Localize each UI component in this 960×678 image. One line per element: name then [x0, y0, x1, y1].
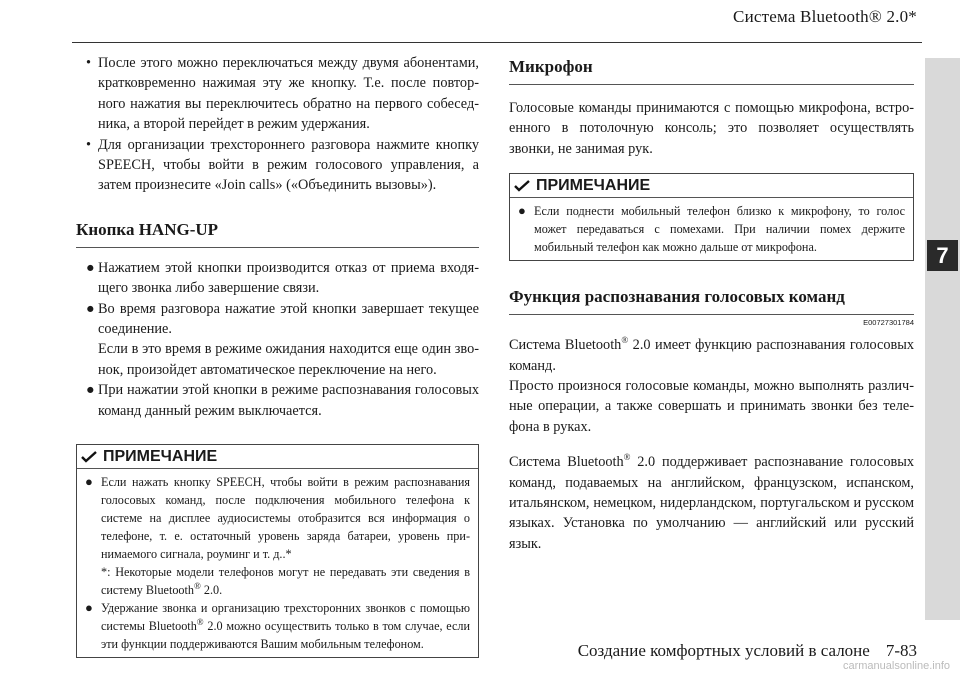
note-footnote: *: Некоторые модели телефонов могут не передавать эти сведения в систему Bluetooth® 2.0.: [101, 565, 470, 598]
checkmark-icon: [514, 180, 530, 192]
note-box-right: [509, 173, 914, 261]
note-item: ● Если поднести мобильный телефон близко к микрофону, то голос может передаваться с помехами. При наличии помех держите мобильный телефон как можно дальше от микрофона.: [518, 203, 905, 255]
left-column: [76, 53, 479, 658]
section-title-voice-recognition: Функция распознавания голосовых команд: [509, 283, 914, 315]
note-item: ● Если нажать кнопку SPEECH, чтобы войти в режим распознавания голосовых команд, после подключения мобильного телефона к системе на дисплее аудиосистемы отобразится вся информация о телефоне, т. е. остаточный уровень заряда батареи, уровень принимаемого сигнала, роуминг и т. д..*: [85, 474, 470, 562]
bullet-join-calls: • Для организации трехстороннего разговора нажмите кнопку SPEECH, чтобы войти в режим голосового управления, а затем произнесите «Join calls» («Объединить вызовы»).: [86, 136, 479, 194]
bullet-switch-calls: • После этого можно переключаться между двумя абонентами, кратковременно нажимая эту же кнопку. Т.е. после повторного нажатия вы переключитесь обратно на первого собеседника, а второй перейдет в режим удержания.: [86, 55, 479, 133]
chapter-tab[interactable]: 7: [927, 240, 958, 271]
note-header: [77, 445, 478, 469]
note-item: ● Удержание звонка и организацию трехсторонних звонков с помощью системы Bluetooth® 2.0 можно осуществить только в том случае, если эти функции поддерживаются Вашим мобильным телефоном.: [85, 600, 470, 652]
voice-paragraph-2: Просто произнося голосовые команды, можно выполнять различные операции, а также совершать и принимать звонки без телефона в руках.: [509, 378, 914, 435]
section-title-microphone: Микрофон: [509, 53, 914, 85]
checkmark-icon: [81, 451, 97, 463]
page-header-title: Система Bluetooth® 2.0*: [733, 7, 917, 26]
microphone-text: Голосовые команды принимаются с помощью микрофона, встроенного в потолочную консоль; это позволяет осуществлять звонки, не занимая рук.: [509, 100, 914, 157]
note-box-left: [76, 444, 479, 658]
header-rule: [72, 42, 922, 43]
list-item: ● Во время разговора нажатие этой кнопки завершает текущее соединение.: [86, 300, 479, 338]
watermark: carmanualsonline.info: [842, 660, 950, 672]
footer-section: Создание комфортных условий в салоне: [577, 641, 870, 660]
side-tab-bar: [925, 58, 960, 620]
note-title: ПРИМЕЧАНИЕ: [103, 448, 218, 466]
page-footer: [562, 641, 917, 661]
note-header: [510, 174, 913, 198]
list-item: ● При нажатии этой кнопки в режиме распознавания голосовых команд данный режим выключается.: [86, 382, 479, 419]
note-title: ПРИМЕЧАНИЕ: [536, 177, 651, 195]
right-column: [509, 53, 914, 554]
list-item-continuation: Если в это время в режиме ожидания находится еще один звонок, произойдет автоматическое переключение на него.: [98, 341, 479, 378]
voice-paragraph-3: Система Bluetooth® 2.0 поддерживает распознавание голосовых команд, подаваемых на английском, французском, испанском, итальянском, немецком, нидерландском, португальском и русском языках. Установка по умолчанию — английский или русский язык.: [509, 452, 914, 552]
page-number: 7-83: [885, 641, 917, 660]
section-title-hang-up: Кнопка HANG-UP: [76, 216, 479, 248]
list-item: ● Нажатием этой кнопки производится отказ от приема входящего звонка либо завершение связи.: [86, 259, 479, 297]
hang-up-list: [76, 258, 479, 421]
section-code: E00727301784: [863, 318, 914, 328]
voice-paragraph-1: Система Bluetooth® 2.0 имеет функцию распознавания голосовых команд.: [509, 335, 914, 374]
note-body: [77, 469, 478, 657]
note-body: [510, 198, 913, 260]
